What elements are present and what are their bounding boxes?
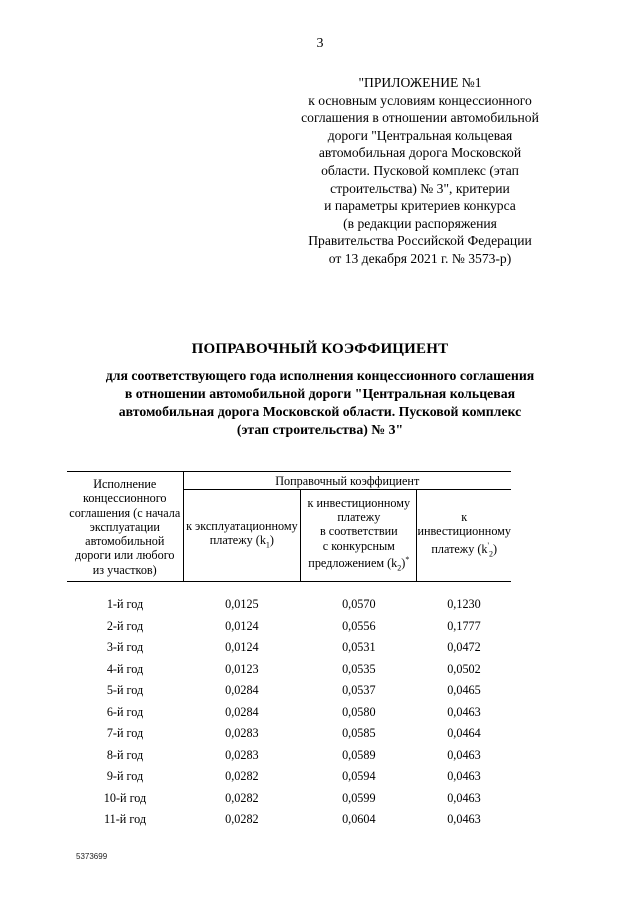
table-row (67, 637, 511, 659)
appendix-line: и параметры критериев конкурса (324, 198, 516, 214)
k2-cell: 0,0537 (342, 683, 376, 698)
appendix-line: области. Пусковой комплекс (этап (321, 162, 519, 178)
k2-cell: 0,0599 (342, 790, 376, 805)
k1-cell: 0,0124 (225, 618, 259, 633)
document-subtitle (90, 367, 550, 439)
k1-cell: 0,0124 (225, 640, 259, 655)
table-row (67, 659, 511, 681)
table-row (67, 766, 511, 788)
year-cell: 1-й год (106, 597, 144, 612)
k1-cell: 0,0282 (225, 790, 259, 805)
k2-prime-cell: 0,0463 (447, 704, 481, 719)
year-cell: 8-й год (106, 747, 144, 762)
k2-prime-cell: 0,0463 (447, 790, 481, 805)
coefficient-table (67, 471, 511, 831)
k2-prime-cell: 0,1230 (447, 597, 481, 612)
year-cell: 10-й год (103, 790, 147, 805)
year-cell: 2-й год (106, 618, 144, 633)
k2-cell: 0,0535 (342, 661, 376, 676)
header-k1: к эксплуатационному платежу $(k_1)$ (183, 490, 301, 582)
k1-cell: 0,0282 (225, 812, 259, 827)
year-cell: 11-й год (104, 812, 147, 827)
appendix-line: от 13 декабря 2021 г. № 3573-р) (328, 250, 512, 266)
appendix-line: Правительства Российской Федерации (308, 233, 532, 249)
appendix-line: дороги "Центральная кольцевая (327, 127, 513, 143)
k1-cell: 0,0283 (225, 726, 259, 741)
k2-prime-cell: 0,0465 (447, 683, 481, 698)
year-cell: 9-й год (106, 769, 144, 784)
table-row (67, 702, 511, 724)
header-k2: к инвестиционному платежу в соответствии с конкурсным предложением $(k_2)^*$ (301, 490, 417, 582)
k2-prime-cell: 0,0472 (447, 640, 481, 655)
table-row (67, 616, 511, 638)
table-row (67, 809, 511, 831)
subtitle-line: для соответствующего года исполнения концессионного соглашения (105, 368, 535, 383)
k2-prime-cell: 0,0464 (447, 726, 481, 741)
appendix-line: соглашения в отношении автомобильной (301, 110, 539, 126)
k2-cell: 0,0589 (342, 747, 376, 762)
subtitle-line: (этап строительства) № 3" (236, 422, 404, 437)
appendix-header (284, 74, 556, 268)
k2-prime-cell: 0,0463 (447, 747, 481, 762)
document-title: ПОПРАВОЧНЫЙ КОЭФФИЦИЕНТ (191, 341, 449, 357)
k2-cell: 0,0556 (342, 618, 376, 633)
appendix-line: строительства) № 3", критерии (330, 180, 510, 196)
year-cell: 7-й год (106, 726, 144, 741)
k2-prime-cell: 0,1777 (447, 618, 481, 633)
k2-prime-cell: 0,0463 (447, 812, 481, 827)
k1-cell: 0,0125 (225, 597, 259, 612)
subtitle-line: автомобильная дорога Московской области. Пусковой комплекс (118, 404, 522, 419)
k2-cell: 0,0585 (342, 726, 376, 741)
page-number: 3 (316, 36, 324, 51)
k1-cell: 0,0283 (225, 747, 259, 762)
k2-cell: 0,0570 (342, 597, 376, 612)
k2-prime-cell: 0,0463 (447, 769, 481, 784)
year-cell: 4-й год (106, 661, 144, 676)
header-year-column: Исполнение концессионного соглашения (с начала эксплуатации автомобильной дороги или любого из участков) (67, 472, 183, 582)
k1-cell: 0,0282 (225, 769, 259, 784)
header-k2-prime: к инвестиционному платежу $(k'_2)$ (417, 490, 511, 582)
k2-cell: 0,0531 (342, 640, 376, 655)
table-row (67, 680, 511, 702)
table-row (67, 745, 511, 767)
table-row (67, 723, 511, 745)
k2-cell: 0,0604 (342, 812, 376, 827)
k2-prime-cell: 0,0502 (447, 661, 481, 676)
table-row (67, 788, 511, 810)
appendix-line: (в редакции распоряжения (343, 215, 497, 231)
appendix-line: автомобильная дорога Московской (318, 145, 522, 161)
k2-cell: 0,0594 (342, 769, 376, 784)
k2-cell: 0,0580 (342, 704, 376, 719)
appendix-line: к основным условиям концессионного (308, 92, 532, 108)
k1-cell: 0,0284 (225, 683, 259, 698)
subtitle-line: в отношении автомобильной дороги "Центральная кольцевая (124, 386, 516, 401)
k1-cell: 0,0284 (225, 704, 259, 719)
year-cell: 3-й год (106, 640, 144, 655)
year-cell: 6-й год (106, 704, 144, 719)
appendix-line: "ПРИЛОЖЕНИЕ №1 (358, 75, 482, 90)
table-row (67, 582, 511, 616)
k1-cell: 0,0123 (225, 661, 259, 676)
header-coefficient-group: Поправочный коэффициент (183, 472, 511, 490)
document-id: 5373699 (76, 852, 108, 861)
year-cell: 5-й год (106, 683, 144, 698)
